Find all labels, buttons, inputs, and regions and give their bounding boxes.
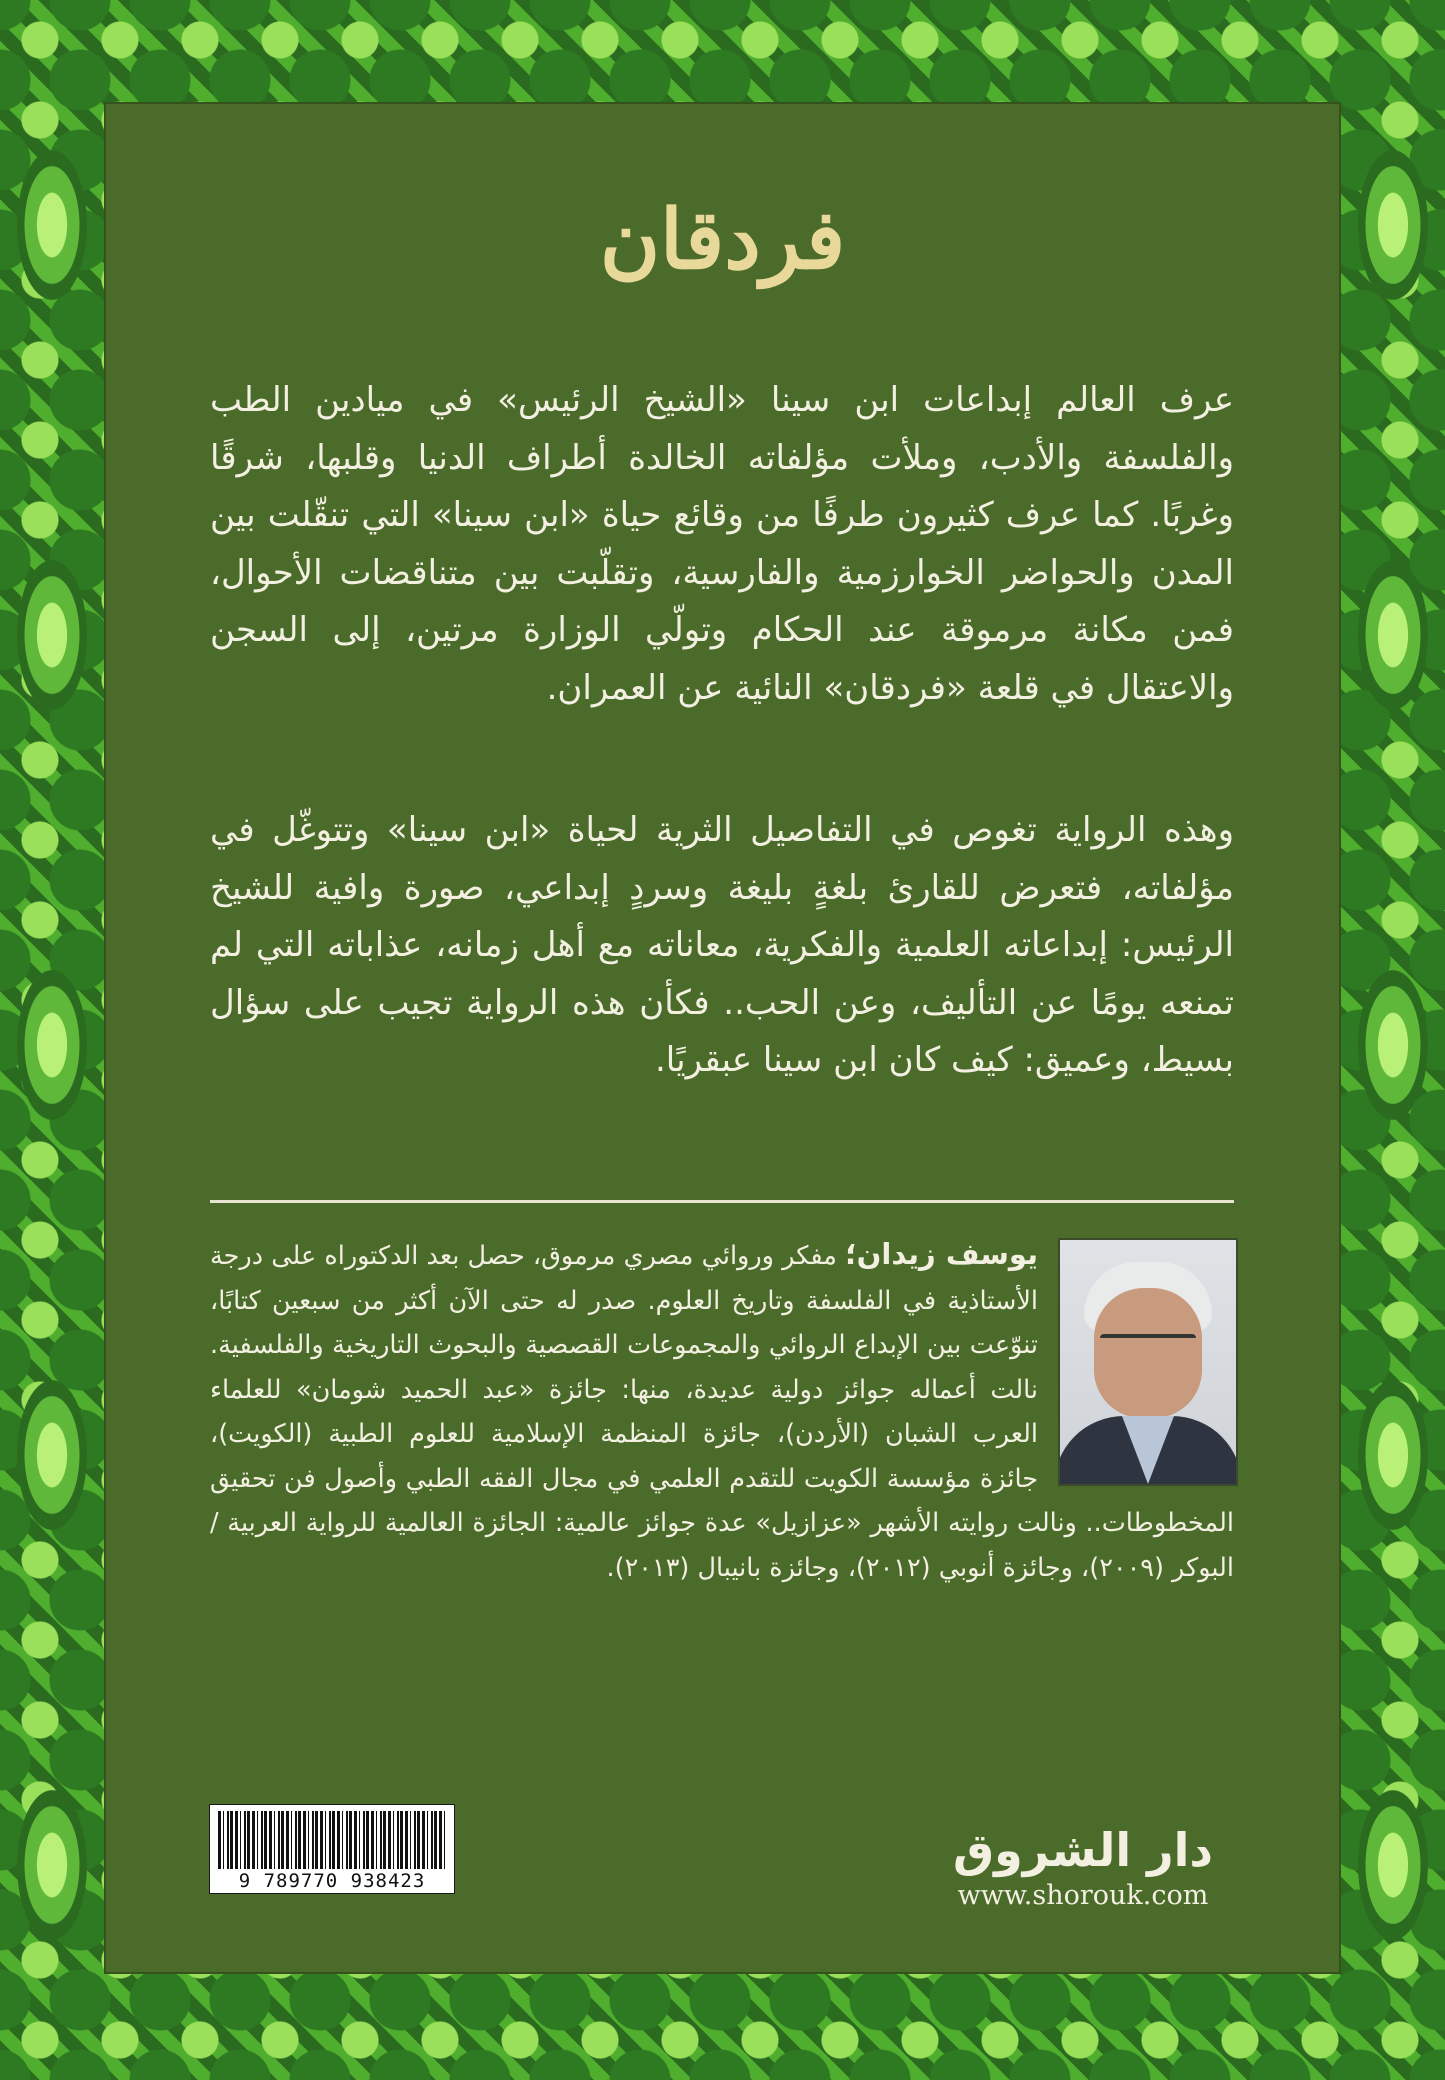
border-medallion-icon (1358, 1790, 1428, 1940)
photo-spacer (1038, 1232, 1234, 1484)
border-medallion-icon (17, 970, 87, 1120)
book-title: فردقان (599, 192, 846, 288)
barcode-bars (218, 1811, 446, 1869)
blurb-paragraph-1: عرف العالم إبداعات ابن سينا «الشيخ الرئيس» في ميادين الطب والفلسفة والأدب، وملأت مؤلفاته الخالدة أطراف الدنيا وقلبها، شرقًا وغربًا. كما عرف كثيرون طرفًا من وقائع حياة «ابن سينا» التي تنقّلت بين المدن والحواضر الخوارزمية والفارسية، وتقلّبت بين متناقضات الأحوال، فمن مكانة مرموقة عند الحكام وتولّي الوزارة مرتين، إلى السجن والاعتقال في قلعة «فردقان» النائية عن العمران. (210, 380, 1234, 708)
border-medallion-icon (1358, 560, 1428, 710)
border-medallion-icon (17, 1380, 87, 1530)
publisher-url[interactable]: www.shorouk.com (957, 1880, 1209, 1911)
border-medallion-icon (1358, 1380, 1428, 1530)
publisher-block (943, 1824, 1223, 1916)
border-medallion-icon (17, 150, 87, 300)
back-cover-panel (104, 102, 1341, 1974)
divider (210, 1200, 1234, 1203)
border-medallion-icon (1358, 970, 1428, 1120)
author-name: يوسف زيدان؛ (845, 1237, 1038, 1271)
author-bio (210, 1232, 1234, 1590)
publisher-logo: دار الشروق (952, 1823, 1214, 1877)
isbn-digits: 9 789770 938423 (238, 1870, 426, 1892)
isbn-barcode (209, 1804, 455, 1894)
border-medallion-icon (17, 1790, 87, 1940)
border-medallion-icon (1358, 150, 1428, 300)
border-medallion-icon (17, 560, 87, 710)
blurb-paragraph-2: وهذه الرواية تغوص في التفاصيل الثرية لحياة «ابن سينا» وتتوغّل في مؤلفاته، فتعرض للقارئ بلغةٍ بليغة وسردٍ إبداعي، صورة وافية للشيخ الرئيس: إبداعاته العلمية والفكرية، معاناته مع أهل زمانه، عذاباته التي لم تمنعه يومًا عن التأليف، وعن الحب.. فكأن هذه الرواية تجيب على سؤال بسيط، وعميق: كيف كان ابن سينا عبقريًا. (210, 810, 1234, 1080)
author-bio-text: مفكر وروائي مصري مرموق، حصل بعد الدكتوراه على درجة الأستاذية في الفلسفة وتاريخ العلوم. صدر له حتى الآن أكثر من سبعين كتابًا، تنوّعت بين الإبداع الروائي والمجموعات القصصية والبحوث التاريخية والفلسفية. نالت أعماله جوائز دولية عديدة، منها: جائزة «عبد الحميد شومان» للعلماء العرب الشبان (الأردن)، جائزة المنظمة الإسلامية للعلوم الطبية (الكويت)، جائزة مؤسسة الكويت للتقدم العلمي في مجال الفقه الطبي وأصول فن تحقيق المخطوطات.. ونالت روايته الأشهر «عزازيل» عدة جوائز عالمية: الجائزة العالمية للرواية العربية / البوكر (٢٠٠٩)، وجائزة أنوبي (٢٠١٢)، وجائزة بانيبال (٢٠١٣). (210, 1241, 1234, 1583)
